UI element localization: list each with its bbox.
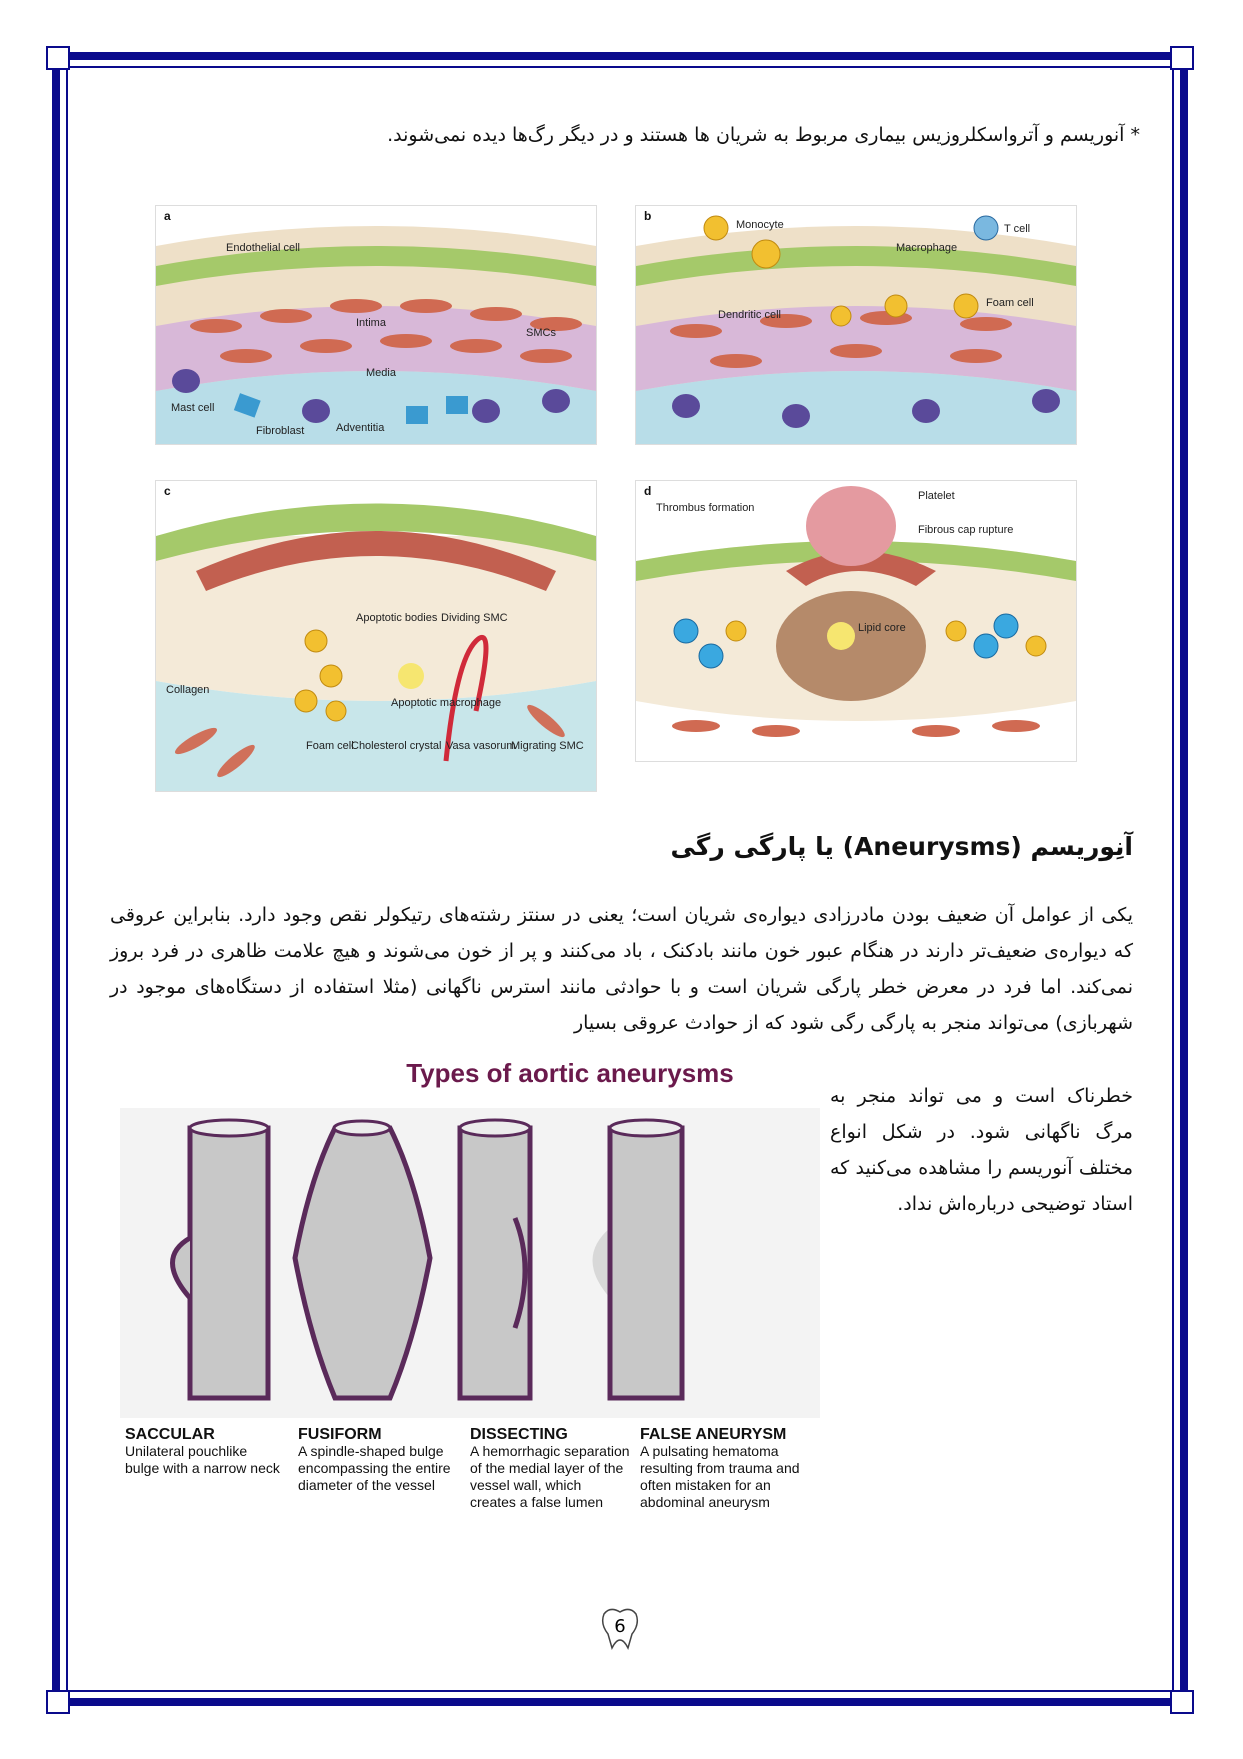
panel-b-letter: b [644, 209, 652, 223]
label-macrophage: Macrophage [896, 242, 958, 254]
label-fibrous-cap-rupture: Fibrous cap rupture [918, 524, 1014, 536]
dissecting-vessel-shape [460, 1120, 530, 1398]
figure-panel-c [155, 480, 597, 792]
panel-c-letter: c [164, 484, 171, 498]
type-name: SACCULAR [125, 1426, 215, 1443]
label-apoptotic-bodies: Apoptotic bodies [356, 612, 438, 624]
label-endothelial-cell: Endothelial cell [226, 242, 300, 254]
label-adventitia: Adventitia [336, 422, 385, 434]
panel-a-letter: a [164, 209, 171, 223]
label-lipid-core: Lipid core [858, 622, 906, 634]
type-description: A hemorrhagic separation of the medial layer of the vessel wall, which creates a false lumen [470, 1443, 630, 1510]
aneurysm-type-saccular [125, 1426, 285, 1477]
type-name: FUSIFORM [298, 1426, 382, 1443]
intro-note: * آنوریسم و آترواسکلروزیس بیماری مربوط به شریان ها هستند و در دیگر رگ‌ها دیده نمی‌شوند. [387, 124, 1140, 146]
label-t-cell: T cell [1004, 223, 1031, 235]
figure-panel-a [155, 205, 597, 445]
type-description: A pulsating hematoma resulting from trauma and often mistaken for an abdominal aneurysm [640, 1443, 800, 1510]
label-vasa-vasorum: Vasa vasorum [446, 740, 516, 752]
aneurysm-type-false [640, 1426, 800, 1511]
page-number-text: 6 [614, 1616, 626, 1637]
page-number [596, 1604, 644, 1652]
aneurysm-figure-title: Types of aortic aneurysms [406, 1058, 734, 1088]
label-platelet: Platelet [918, 490, 955, 502]
aneurysm-type-fusiform [298, 1426, 458, 1494]
type-name: FALSE ANEURYSM [640, 1426, 787, 1443]
type-description: A spindle-shaped bulge encompassing the entire diameter of the vessel [298, 1443, 451, 1493]
label-media: Media [366, 367, 396, 379]
aneurysm-vessels-illustration [120, 1108, 820, 1418]
figure-panel-d [635, 480, 1077, 762]
section-heading: آنِوریسم (Aneurysms) یا پارگی رگی [670, 832, 1133, 861]
label-fibroblast: Fibroblast [256, 425, 305, 437]
panel-d-letter: d [644, 484, 652, 498]
type-description: Unilateral pouchlike bulge with a narrow neck [125, 1443, 280, 1476]
corner-ornament [46, 46, 70, 70]
label-migrating-smc: Migrating SMC [511, 740, 584, 752]
label-thrombus-formation: Thrombus formation [656, 502, 755, 514]
label-smcs: SMCs [526, 327, 556, 339]
aneurysm-types-figure [120, 1058, 820, 1618]
label-dividing-smc: Dividing SMC [441, 612, 508, 624]
body-paragraph: یکی از عوامل آن ضعیف بودن مادرزادی دیواره‌ی شریان است؛ یعنی در سنتز رشته‌های رتیکولر نقص وجود دارد. بنابراین عروقی که دیواره‌ی ضعیف‌تر دارند در هنگام عبور خون مانند بادکنک ، باد می‌کنند و پر از خون می‌شوند و هیچ علامت ظاهری در فرد بروز نمی‌کند. اما فرد در معرض خطر پارگی شریان است و با حوادثی مانند استرس ناگهانی (مثلا استفاده از دستگاه‌های موجود در شهربازی) می‌تواند منجر به پارگی رگی شود که از حوادث عروقی بسیار [110, 904, 1133, 1034]
label-intima: Intima [356, 317, 386, 329]
label-cholesterol-crystal: Cholesterol crystal [351, 740, 442, 752]
corner-ornament [1170, 1690, 1194, 1714]
label-monocyte: Monocyte [736, 219, 784, 231]
label-foam-cell: Foam cell [986, 297, 1034, 309]
type-name: DISSECTING [470, 1426, 568, 1443]
corner-ornament [1170, 46, 1194, 70]
aneurysm-type-dissecting [470, 1426, 630, 1511]
label-apoptotic-macrophage: Apoptotic macrophage [391, 697, 502, 709]
corner-ornament [46, 1690, 70, 1714]
figure-panel-b [635, 205, 1077, 445]
label-dendritic-cell: Dendritic cell [718, 309, 781, 321]
body-paragraph-continued: خطرناک است و می تواند منجر به مرگ ناگهانی شود. در شکل انواع مختلف آنوریسم را مشاهده می‌کنید که استاد توضیحی درباره‌اش نداد. [830, 1085, 1133, 1215]
label-mast-cell: Mast cell [171, 402, 215, 414]
label-collagen: Collagen [166, 684, 210, 696]
label-foam-cell-c: Foam cell [306, 740, 354, 752]
